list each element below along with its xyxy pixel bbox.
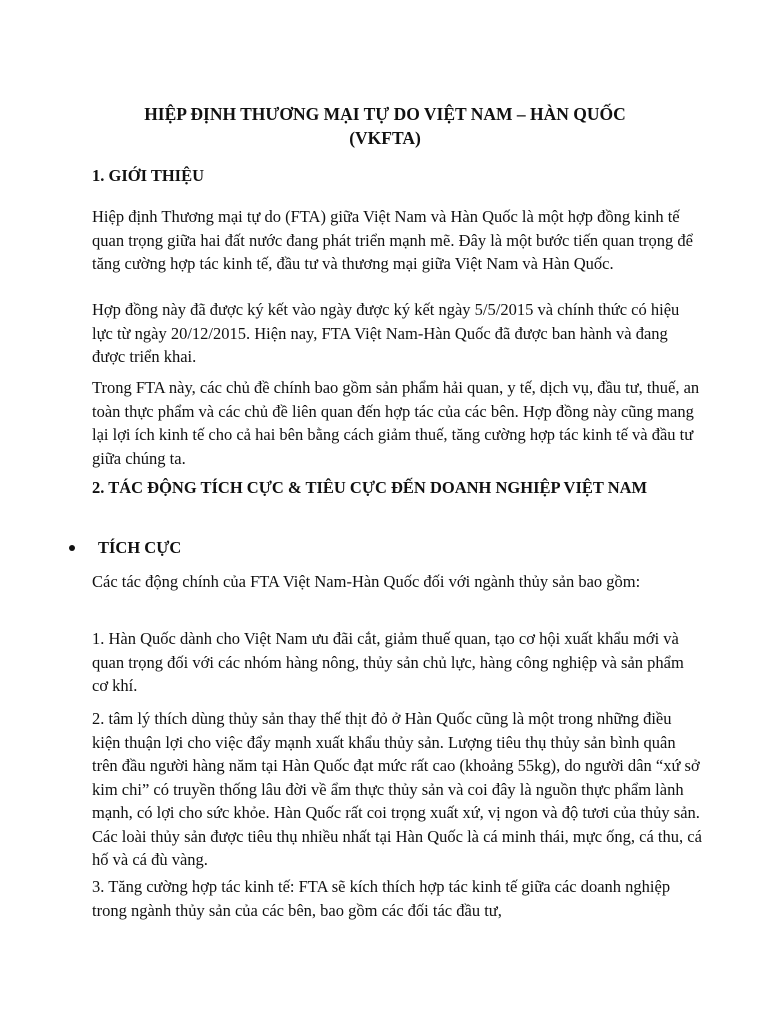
intro-paragraph-2: Hợp đồng này đã được ký kết vào ngày được ký kết ngày 5/5/2015 và chính thức có hiệu lực từ ngày 20/12/2015. Hiện nay, FTA Việt Nam-Hàn Quốc đã được ban hành và đang được triển khai.: [92, 300, 680, 366]
bullet-dot-icon: [69, 545, 75, 551]
intro-paragraph-3: Trong FTA này, các chủ đề chính bao gồm sản phẩm hải quan, y tế, dịch vụ, đầu tư, thuế, an toàn thực phẩm và các chủ đề liên quan đến hợp tác của các bên. Hợp đồng này cũng mang lại lợi ích kinh tế cho cả hai bên bằng cách giảm thuế, tăng cường hợp tác kinh tế và đầu tư giữa chúng ta.: [92, 378, 700, 468]
document-title-line-1: HIỆP ĐỊNH THƯƠNG MẠI TỰ DO VIỆT NAM – HÀN QUỐC: [144, 104, 626, 124]
impacts-intro-paragraph: Các tác động chính của FTA Việt Nam-Hàn Quốc đối với ngành thủy sản bao gồm:: [92, 572, 641, 591]
bullet-item-positive: [60, 536, 181, 560]
impact-item-1: 1. Hàn Quốc dành cho Việt Nam ưu đãi cắt, giảm thuế quan, tạo cơ hội xuất khẩu mới và quan trọng đối với các nhóm hàng nông, thủy sản chủ lực, hàng công nghiệp và sản phẩm cơ khí.: [92, 629, 684, 695]
bullet-label: TÍCH CỰC: [98, 538, 182, 557]
intro-paragraph-1: Hiệp định Thương mại tự do (FTA) giữa Việt Nam và Hàn Quốc là một hợp đồng kinh tế quan trọng giữa hai đất nước đang phát triển mạnh mẽ. Đây là một bước tiến quan trọng để tăng cường hợp tác kinh tế, đầu tư và thương mại giữa Việt Nam và Hàn Quốc.: [92, 207, 693, 273]
section-2-heading: 2. TÁC ĐỘNG TÍCH CỰC & TIÊU CỰC ĐẾN DOANH NGHIỆP VIỆT NAM: [92, 478, 648, 497]
document-title-line-2: (VKFTA): [349, 128, 421, 148]
section-1-heading: 1. GIỚI THIỆU: [92, 166, 205, 185]
impact-item-2: 2. tâm lý thích dùng thủy sản thay thế thịt đỏ ở Hàn Quốc cũng là một trong những điều kiện thuận lợi cho việc đẩy mạnh xuất khẩu thủy sản. Lượng tiêu thụ thủy sản bình quân trên đầu người hàng năm tại Hàn Quốc đạt mức rất cao (khoảng 55kg), do người dân “xứ sở kim chi” có truyền thống lâu đời về ẩm thực thủy sản và coi đây là nguồn thực phẩm lành mạnh, có lợi cho sức khỏe. Hàn Quốc rất coi trọng xuất xứ, vị ngon và độ tươi của thủy sản. Các loài thủy sản được tiêu thụ nhiều nhất tại Hàn Quốc là cá minh thái, mực ống, cá thu, cá hố và cá đù vàng.: [92, 709, 702, 869]
impact-item-3: 3. Tăng cường hợp tác kinh tế: FTA sẽ kích thích hợp tác kinh tế giữa các doanh nghiệp trong ngành thủy sản của các bên, bao gồm các đối tác đầu tư,: [92, 877, 671, 920]
